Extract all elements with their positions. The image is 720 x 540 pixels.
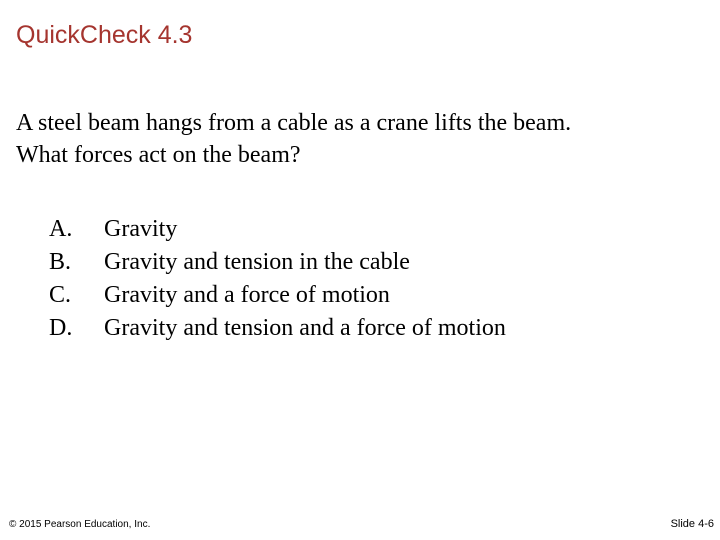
slide-title: QuickCheck 4.3 — [16, 21, 193, 49]
answer-option-b — [49, 246, 506, 279]
answer-options — [49, 213, 506, 345]
option-letter: C. — [49, 282, 72, 308]
question-line-2: What forces act on the beam? — [16, 142, 301, 168]
option-text: Gravity and a force of motion — [104, 282, 390, 308]
copyright-notice: © 2015 Pearson Education, Inc. — [9, 519, 151, 530]
question-line-1: A steel beam hangs from a cable as a crane lifts the beam. — [16, 110, 572, 136]
answer-option-a — [49, 213, 506, 246]
slide-number: Slide 4-6 — [670, 518, 714, 530]
answer-option-c — [49, 279, 506, 312]
option-letter: D. — [49, 315, 73, 341]
option-letter: B. — [49, 249, 72, 275]
option-text: Gravity — [104, 216, 178, 242]
option-text: Gravity and tension in the cable — [104, 249, 410, 275]
option-text: Gravity and tension and a force of motion — [104, 315, 506, 341]
question-text — [16, 107, 706, 171]
answer-option-d — [49, 312, 506, 345]
option-letter: A. — [49, 216, 73, 242]
